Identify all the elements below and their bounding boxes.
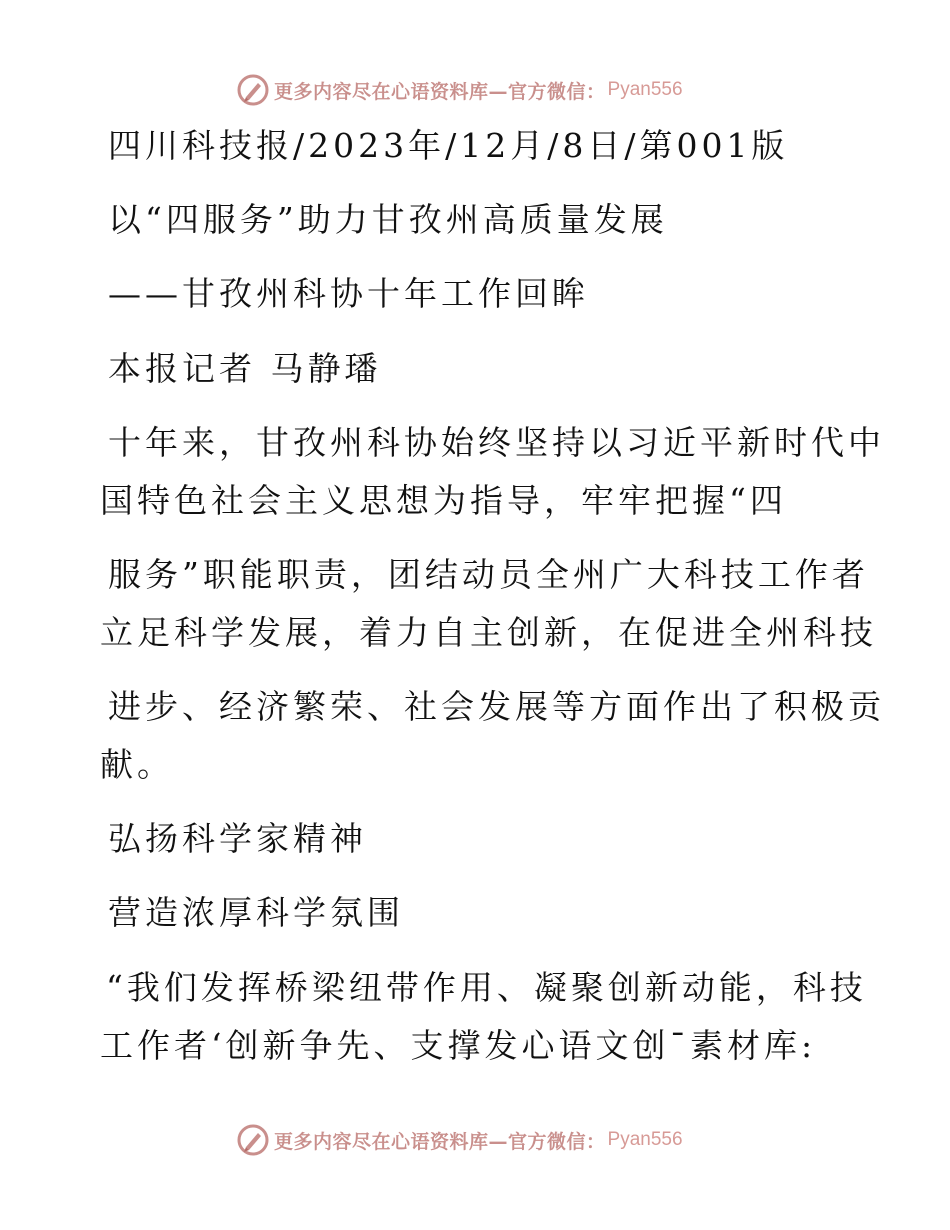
article-title: 以“四服务”助力甘孜州高质量发展	[108, 200, 668, 239]
section-heading: 弘扬科学家精神	[108, 819, 367, 858]
body-line: 工作者‘创新争先、支撑发心语文创¯素材库:	[100, 1026, 817, 1065]
pen-logo-icon	[236, 1123, 270, 1157]
body-line: 进步、经济繁荣、社会发展等方面作出了积极贡	[108, 687, 885, 726]
body-line: 立足科学发展，着力自主创新，在促进全州科技	[100, 613, 877, 652]
body-line: 献。	[100, 745, 174, 784]
article-subtitle: ——甘孜州科协十年工作回眸	[108, 274, 589, 313]
body-line: 国特色社会主义思想为指导，牢牢把握“四	[100, 481, 787, 520]
watermark-header	[236, 73, 683, 107]
byline: 本报记者 马静璠	[108, 349, 382, 388]
pen-logo-icon	[236, 73, 270, 107]
body-line: “我们发挥桥梁纽带作用、凝聚创新动能，科技	[106, 968, 867, 1007]
body-line: 十年来，甘孜州科协始终坚持以习近平新时代中	[108, 423, 885, 462]
source-line: 四川科技报/2023年/12月/8日/第001版	[108, 126, 789, 165]
watermark-footer	[236, 1123, 683, 1157]
body-line: 服务”职能职责，团结动员全州广大科技工作者	[108, 555, 869, 594]
watermark-text: 更多内容尽在心语资料库—官方微信：	[274, 80, 606, 103]
watermark-text: 更多内容尽在心语资料库—官方微信：	[274, 1130, 606, 1153]
watermark-wechat-id: Pyan556	[607, 1129, 683, 1150]
section-heading: 营造浓厚科学氛围	[108, 893, 404, 932]
watermark-wechat-id: Pyan556	[607, 79, 683, 100]
